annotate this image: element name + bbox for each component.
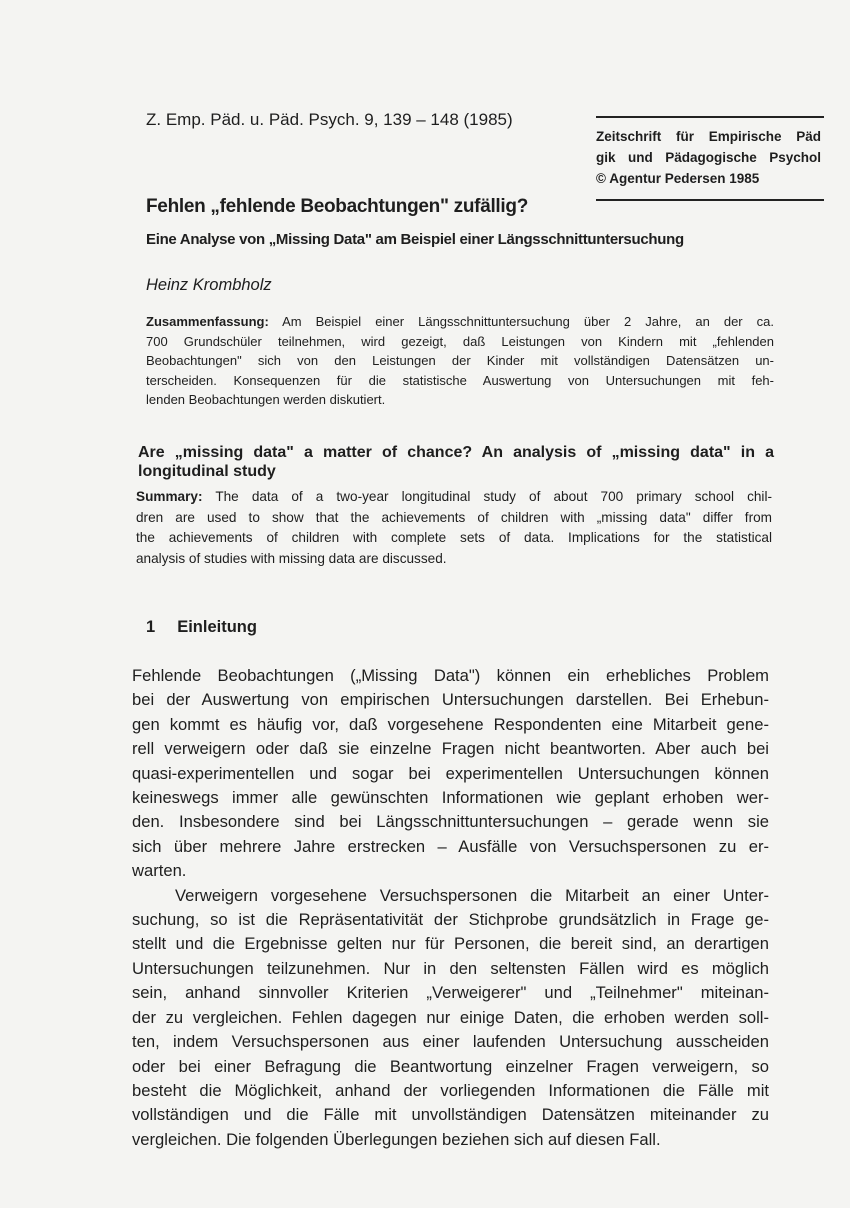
body-line: rell verweigern oder daß sie einzelne Fragen nicht beantworten. Aber auch bei <box>132 739 769 759</box>
article-title: Fehlen „fehlende Beobachtungen" zufällig? <box>146 196 529 217</box>
body-line: gen kommt es häufig vor, daß vorgesehene Respondenten eine Mitarbeit gene- <box>132 714 769 734</box>
paragraph-1 <box>132 664 769 884</box>
journal-box <box>596 116 824 201</box>
body-line: bei der Auswertung von empirischen Untersuchungen darstellen. Bei Erhebun- <box>132 690 769 710</box>
body-line: oder bei einer Befragung die Beantwortung einzelner Fragen verweigern, so <box>132 1056 769 1076</box>
body-line: sich über mehrere Jahre erstrecken – Ausfälle von Versuchspersonen zu er- <box>132 836 769 856</box>
body-line: sein, anhand sinnvoller Kriterien „Verweigerer" und „Teilnehmer" miteinan- <box>132 983 769 1003</box>
body-line: suchung, so ist die Repräsentativität der Stichprobe grundsätzlich in Frage ge- <box>132 910 769 930</box>
body-line: quasi-experimentellen und sogar bei experimentellen Untersuchungen können <box>132 763 769 783</box>
english-title-line: Are „missing data" a matter of chance? An analysis of „missing data" in a <box>138 444 774 461</box>
body-line: der zu vergleichen. Fehlen dagegen nur einige Daten, die erhoben werden soll- <box>132 1007 769 1027</box>
english-title <box>138 443 774 481</box>
journal-line: gik und Pädagogische Psychol <box>596 150 821 165</box>
section-heading <box>146 618 279 637</box>
summary-line: the achievements of children with complete sets of data. Implications for the statistical <box>136 530 772 545</box>
abstract-line: Am Beispiel einer Längsschnittuntersuchung über 2 Jahre, an der ca. <box>268 314 774 329</box>
section-number: 1 <box>146 618 156 636</box>
body-line: besteht die Möglichkeit, anhand der vorliegenden Informationen die Fälle mit <box>132 1080 769 1100</box>
body-line: Fehlende Beobachtungen („Missing Data") können ein erhebliches Problem <box>132 666 769 685</box>
section-title: Einleitung <box>177 618 257 636</box>
abstract-label: Zusammenfassung: <box>146 314 269 329</box>
journal-line: © Agentur Pedersen 1985 <box>596 171 760 186</box>
body-line: ten, indem Versuchspersonen aus einer laufenden Untersuchung ausscheiden <box>132 1032 769 1052</box>
body-line: vollständigen und die Fälle mit unvollständigen Datensätzen miteinander zu <box>132 1105 769 1125</box>
summary-line: The data of a two-year longitudinal study of about 700 primary school chil- <box>202 489 772 504</box>
body-line: stellt und die Ergebnisse gelten nur für Personen, die bereit sind, an derartigen <box>132 934 769 954</box>
citation: Z. Emp. Päd. u. Päd. Psych. 9, 139 – 148 (1985) <box>146 110 513 129</box>
english-title-line: longitudinal study <box>138 463 276 480</box>
body-line: den. Insbesondere sind bei Längsschnittuntersuchungen – gerade wenn sie <box>132 812 769 832</box>
abstract-line: 700 Grundschüler teilnehmen, wird gezeigt, daß Leistungen von Kindern mit „fehlenden <box>146 333 774 349</box>
summary-line: analysis of studies with missing data are discussed. <box>136 550 447 566</box>
summary-label: Summary: <box>136 489 203 504</box>
abstract-german <box>146 312 774 410</box>
abstract-line: Beobachtungen" sich von den Leistungen der Kinder mit vollständigen Datensätzen un- <box>146 353 774 369</box>
body-line: keineswegs immer alle gewünschten Informationen wie geplant erhoben wer- <box>132 788 769 808</box>
body-line: Untersuchungen teilzunehmen. Nur in den seltensten Fällen wird es möglich <box>132 958 769 978</box>
body-line: Verweigern vorgesehene Versuchspersonen die Mitarbeit an einer Unter- <box>175 885 769 905</box>
body-line: vergleichen. Die folgenden Überlegungen beziehen sich auf diesen Fall. <box>132 1129 661 1149</box>
summary-line: dren are used to show that the achievements of children with „missing data" differ from <box>136 509 772 525</box>
body-text <box>132 664 769 1152</box>
article-subtitle: Eine Analyse von „Missing Data" am Beispiel einer Längsschnittuntersuchung <box>146 231 684 248</box>
body-line: warten. <box>132 861 187 881</box>
paragraph-2 <box>132 884 769 1152</box>
author: Heinz Krombholz <box>146 276 272 294</box>
abstract-line: terscheiden. Konsequenzen für die statistische Auswertung von Untersuchungen mit feh- <box>146 372 774 388</box>
abstract-english <box>136 487 772 569</box>
abstract-line: lenden Beobachtungen werden diskutiert. <box>146 392 386 408</box>
journal-line: Zeitschrift für Empirische Päd <box>596 129 821 144</box>
